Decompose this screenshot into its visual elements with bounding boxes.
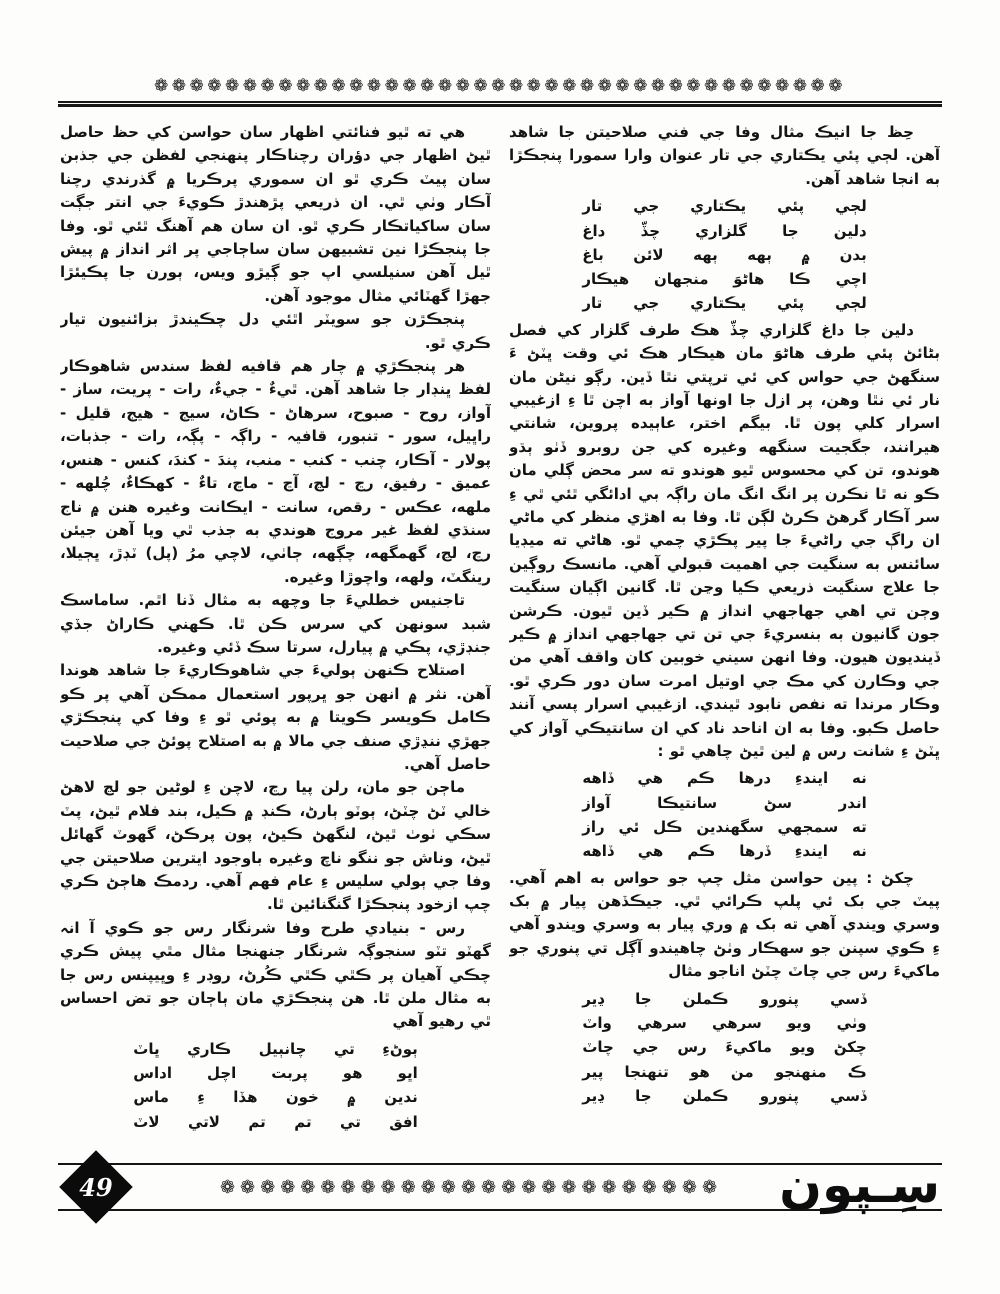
verse-block <box>582 194 866 315</box>
ornament-row-top-icon: ❁❁❁❁❁❁❁❁❁❁❁❁❁❁❁❁❁❁❁❁❁❁❁❁❁❁❁❁❁❁❁❁❁❁❁❁❁❁❁ <box>153 76 847 96</box>
footer <box>58 1156 942 1214</box>
page-number-badge <box>59 1150 133 1224</box>
verse-line: افق تي تم تم لاتي لاٽ <box>133 1112 418 1131</box>
verse-line: ته سمجهي سگهندين ڪل ئي راز <box>582 818 867 837</box>
verse-line: نه ايندءِ درها ڪم هي ڏاهه <box>582 769 867 788</box>
verse-line: وٺي ويو سرهي سرهي واٽ <box>582 1013 867 1032</box>
verse-line: بدن ۾ ٻهه ٻهه لائن باغ <box>582 245 867 264</box>
magazine-masthead: سِـپون <box>779 1156 940 1214</box>
ornament-row-bottom-icon: ❁❁❁❁❁❁❁❁❁❁❁❁❁❁❁❁❁❁❁❁❁❁❁❁❁ <box>219 1176 723 1198</box>
verse-line: ندين ۾ خون هڏا ءِ ماس <box>133 1088 418 1107</box>
column-right <box>509 121 940 1139</box>
verse-block <box>582 766 866 863</box>
page-number: 49 <box>79 1172 113 1202</box>
paragraph: حِظ جا انيڪ مثال وفا جي فني صلاحيتن جا شاهد آهن. لڄي پئي يڪتاري جي تار عنوان وارا سمورا پنجڪڙا به انجا شاهد آهن. <box>509 123 940 188</box>
verse-line: اندر سڻ سانتيڪا آواز <box>582 793 867 812</box>
paragraph: تاجنيس خطليءَ جا وچهه به مثال ڏنا اٿم. ساماسڪ شبد سونهن کي سرس ڪن ٿا. ڪهني ڪاراڻ جڏي جنڊڙي، پڪي ۾ پيارل، سرتا سڪ ڏئي وغيره. <box>60 591 491 656</box>
paragraph: هي ته ٿيو فنائتي اظهار سان حواسن کي حظ حاصل ٿيڻ اظهار جي دؤران رچناڪار پنهنجي لفظن جي جذبن سان پيٽ ڪري ٿو ان سموري پرڪريا ۾ گذرندي رچنا آڪار وٺي ٿي. ان ذريعي پڙهندڙ ڪويءَ جي انتر جڳت سان ساکياتڪار ڪري ٿو. ان سان هم آهنگ ٿئي ٿو. وفا جا پنجڪڙا نين تشبيهن سان ساڄاجي پر اثر انداز ۾ پيش ٿيل آهن سنيلسي اپ جو ڳيڙو ويس، ٻورن جا پڪيئڙا جهڙا گهٽائي مثال موجود آهن. <box>60 123 491 305</box>
verse-line: لڄي پئي يڪتاري جي تار <box>582 294 867 313</box>
verse-line: ڏسي پنورو ڪملن جا ڍير <box>582 989 867 1008</box>
paragraph: ماڄن جو مان، رلن پيا رڃ، لاچن ءِ لوڻين جو لڃ لاهڻ خالي ٽڻ چٽڻ، ٻوٽو ٻارڻ، ڪنڊ ۾ ڪيل، بند فلام ٿيڻ، پٽ سڪي ٺوٺ ٿيڻ، لنگهڻ ڪيڻ، پون پرڪڻ، گهوٽ گهائل ٿيڻ، وناش جو ننگو ناچ وغيره باوجود ايترين صلاحيتن جي وفا جي ٻولي سليس ءِ عام فهم آهي. ردمڪ هاڄڻ ڪري چپ ازخود پنجڪڙا گنگنائين ٿا. <box>60 778 491 914</box>
paragraph: پنجڪڙن جو سويٽر اٿئي دل چڪيندڙ بزائنيون تيار ڪري ٿو. <box>60 310 491 352</box>
verse-line: ڏسي پنورو ڪملن جا ڍير <box>582 1086 867 1105</box>
paragraph: دلين جا داغ گلزاري چڏّ هڪ طرف گلزار کي فصل بڻائڻ پئي طرف هاڻوَ مان هيڪار هڪ ئي وقت ڀٽڻ ءَ سنگهڻ جي حواس کي ئي ترپتي نٿا ڏين. رڳو نيڻن مان نار ئي نٿا وهن، پر ازل جا اونها آواز به اچن ٿا ءِ ازغيبي اسرار کلي پون ٿا. بيگم اختر، عاٻيده پروين، شانتي هيرانند، جگجيت سنگهه وغيره کي جن روبرو ڏٺو ٻڌو هوندو، تن کي محسوس ٿيو هوندو ته سر محض ڳلي مان ڪو نه ٿا نڪرن پر انگ انگ مان راڳہ بي ادائگي ٿئي ٿي ءِ سر آڪار گرهڻ ڪرڻ لڳن ٿا. وفا به اهڙي منظر کي ماڻي ان راڳ جي راڻيءَ جا پير پڪڙي چمي ٿو. هاڻي ته ميڊيا سائنس به سنگيت جي اهميت قبولي آهي. مانسڪ روڳين جا علاج سنگيت ذريعي ڪيا وڃن ٿا. گانين اڳيان سنگيت وڄن تي اهي جهاجهي انداز ۾ ڪير ڏين ٿيون. ڪرشن جون گانيون به بنسريءَ جي تن تي جهاجهي انداز ۾ ڪير ڏينديون هيون. وفا انهن سيني خوبين کان واقف آهي من جي وڪارن کي مڪ جي اوتيل امرت سان دور ڪري ٿو. وڪار مرندا ته نفص نابود ٿيندي. ازغيبي اسرار پسي آنند حاصل ڪبو. وفا به ان اناحد ناد کي ان سانتيڪي آواز کي ڀٽڻ ءِ شانت رس ۾ لين ٿيڻ چاهي ٿو : <box>509 320 940 761</box>
verse-line: اڀو هو پربت اچل اداس <box>133 1064 418 1083</box>
verse-line: لڄي پئي يڪتاري جي تار <box>582 197 867 216</box>
verse-block <box>133 1037 417 1134</box>
verse-line: دلين جا گلزاري چڏّ داغ <box>582 221 867 240</box>
verse-line: ٻوڻءِ تي چانٻيل ڪاري ڀاٽ <box>133 1039 418 1058</box>
paragraph: هر پنجڪڙي ۾ چار هم قافيه لفظ سندس شاهوڪار لفظ ڀنڊار جا شاهد آهن. ٿيءٌ - جيءٌ، رات - پريت، ساز - آواز، روح - صبوح، سرهاڻ - ڪاڻ، سيج - هيج، قليل - راڀيل، سور - تنبور، قافيہ - راڳہ - پڳہ، رات - جذبات، پولار - آڪار، چنب - کنب - منب، پندَ - کندَ، کنس - هنس، عميق - رفيق، رڃ - لڃ، آڃ - ماڃ، تاءٌ - کهڪاءٌ، چُلهه - ملهه، عڪس - رقص، سانت - ايڪانت وغيره هنن ۾ ناج سنڌي لفظ غير مروج هوندي به جذب ٿي ويا آهن جيئن رڃ، لڃ، گهمگهه، چڳهه، ڄاٺي، لاچي مرُ (پل) ٽڊڙ، ڀڄيلا، رينگٽ، ولهه، واچوڙا وغيره. <box>60 357 491 586</box>
verse-line: ڪ منهنجو من هو تنهنجا پير <box>582 1062 867 1081</box>
top-border <box>0 0 1000 107</box>
verse-line: اچي ڪا هاڻوَ منجهان هيڪار <box>582 270 867 289</box>
footer-rule-strip <box>58 1156 942 1214</box>
column-left <box>60 121 491 1139</box>
article-body <box>0 107 1000 1139</box>
paragraph: چکڻ : پين حواسن مثل چپ جو حواس به اهم آهي. پيٽ جي بک ئي پلپ ڪرائي ٿي. جيڪڏهن پيار ۾ بک وسري ويندي آهي ته بک ۾ وري پيار به وسري ويندو آهي ءِ ڪوي سپنن جو سهڪار وٺڻ چاهيندو آڳل تي پنوري جو ماکيءَ رس جي چاٽ چٽڻ اناجو مثال <box>509 868 940 981</box>
paragraph: اصتلاح ڪنهن ٻوليءَ جي شاهوڪاريءَ جا شاهد هوندا آهن. نثر ۾ انهن جو ڀرپور استعمال ممڪن آهي پر ڪو ڪامل ڪويسر ڪويتا ۾ به پوئي ٿو ءِ وفا کي پنجڪڙي جهڙي ننڍڙي صنف جي مالا ۾ به اصتلاح پوئڻ جي صلاحيت حاصل آهي. <box>60 661 491 773</box>
verse-line: چکڻ ويو ماکيءَ رس جي چاٽ <box>582 1038 867 1057</box>
verse-line: نه ايندءِ ڏرها ڪم هي ڏاهه <box>582 842 867 861</box>
paragraph: رس - بنيادي طرح وفا شرنگار رس جو ڪوي آ انہ گهٽو تٽو سنجوڳہ شرنگار جنهنجا مثال مٿي پيش ڪري چڪي آهيان پر ڪٿي ڪٿي ڪُرڻ، روڊر ءِ وڀيپنس رس جا به مثال ملن ٿا. هن پنجڪڙي مان ٻاڄان جو تض احساس ٿي رهيو آهي <box>60 918 491 1031</box>
verse-block <box>582 987 866 1108</box>
